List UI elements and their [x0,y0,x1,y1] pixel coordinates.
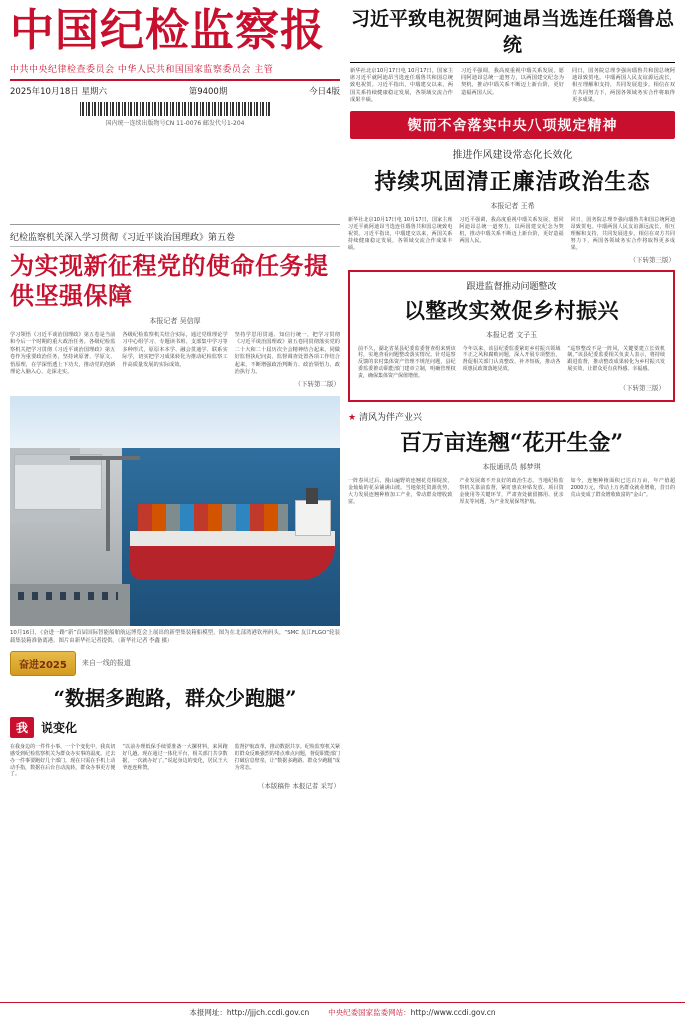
footer-org-link[interactable]: http://www.ccdi.gov.cn [410,1008,496,1017]
masthead-right [350,6,675,211]
lead-kicker: 纪检监察机关深入学习贯彻《习近平谈治国理政》第五卷 [10,230,340,247]
photo-cars [18,592,118,600]
lead-body [10,332,340,376]
masthead-left [10,6,340,127]
banner-column: 同日，国务院总理李强向瑙鲁共和国总统阿迪昂致贺电。中瑙两国人民友谊源远流长，相互理解和支持，共同发展进步。相信在双方共同努力下，两国各领域务实合作将取得更多成果。 [570,217,675,251]
quote-story-column: 监督护航改革，推动数据共享。纪检监察机关紧盯群众反映强烈的堵点难点问题，督促职能部门打破信息壁垒，让“数据多跑路、群众少跑腿”成为常态。 [234,743,340,771]
bottom-headline: 百万亩连翘“花开生金” [399,430,624,457]
boxed-column: 今年以来，该县纪委监委紧盯乡村振兴领域不正之风和腐败问题，深入开展专项整治，督促相关部门认真整改、补齐短板，推动各项惠民政策落地见效。 [462,345,561,373]
photo-pier [10,584,130,626]
photo-sky [10,396,340,456]
footer-website-label: 本报网址： [189,1008,227,1017]
photo-ship-funnel [306,488,318,504]
boxed-continuation: （下转第三版） [619,384,665,393]
footer-org-label: 中央纪委国家监委网站： [328,1008,411,1017]
column-tag-text: 说变化 [41,720,78,735]
photo-ship-bridge [295,500,331,536]
campaign-badge-sub: 来自一线的报道 [81,659,131,668]
boxed-byline: 本报记者 文子玉 [485,330,538,339]
photo-warehouse [14,454,102,510]
boxed-column: “巡察整改不是一阵风，关键要建立长效机制。”该县纪委监委相关负责人表示，将持续跟进监督，推动整改成果转化为乡村振兴发展实效，让群众更有获得感、幸福感。 [567,345,666,373]
masthead-sponsor: 中共中央纪律检查委员会 中华人民共和国国家监察委员会 主管 [10,62,340,81]
page-footer [0,1002,685,1024]
top-story-column: 习近平强调，我高度重视中瑙关系发展，愿同阿迪昂总统一道努力，以两国建交纪念为契机，推动中瑙关系不断迈上新台阶，更好造福两国人民。 [461,68,564,96]
banner-column: 新华社北京10月17日电 10月17日，国家主席习近平就阿迪昂当选连任瑙鲁共和国总统致电祝贺。习近平指出，中瑙建交以来，两国关系持续健康稳定发展，各领域交流合作成果丰硕。 [348,217,453,251]
lead-headline: 为实现新征程党的使命任务提供坚强保障 [10,251,329,311]
bottom-kicker-text: 清风为伴产业兴 [358,413,422,424]
boxed-headline: 以整改实效促乡村振兴 [404,297,619,323]
footer-website-link[interactable]: http://jjjch.ccdi.gov.cn [226,1008,310,1017]
issue-number: 第9400期 [188,87,228,97]
campaign-badge-row [10,651,340,676]
bottom-byline: 本报通讯员 郝梦琪 [482,463,541,472]
bottom-column: 产业发展离不开良好的政治生态。当地纪检监察机关靠前监督，紧盯惠农补贴发放、项目资金使用等关键环节，严肃查处截留挪用、优亲厚友等问题，为产业发展保驾护航。 [459,478,564,505]
photo-caption: 10月16日，《奋进一路“新”首届国际智能船舶航运博览会上展出的新型集装箱船模型，图为在北部湾港钦州码头，“SMC 友江FLGO”轮装载集装箱准备离港。图片由新华社记者提供。（新华社记者 李鑫 摄） [10,630,340,644]
boxed-kicker: 跟进监督推动问题整改 [466,281,557,292]
column-tag [10,717,340,738]
red-banner-byline: 本报记者 王希 [490,202,535,211]
bottom-column: 一阵春风过后，漫山遍野的连翘花竞相绽放，金灿灿的花朵铺满山坡。当地依托资源优势，大力发展连翘种植加工产业，带动群众增收致富。 [348,478,453,505]
boxed-body [358,346,665,381]
boxed-story [348,270,675,403]
barcode-label: 国内统一连续出版物号CN 11-0076 邮发代号1-204 [105,120,245,127]
right-column [348,217,675,790]
news-photo [10,396,340,626]
photo-crane-arm [70,456,140,460]
campaign-badge: 奋进2025 [10,651,76,676]
quote-story-body [10,744,340,779]
top-story-body [350,68,675,104]
quote-story-column: 在我身边的一件件小事、一个个变化中，我真切感受到纪检监察机关为群众办实事的温度。过去办一件事要跑好几个部门，现在只需在手机上动动手指，数据在后台自动流转，群众办事更方便了。 [10,743,116,778]
lead-column: 学习领悟《习近平谈治国理政》第五卷是当前和今后一个时期的重大政治任务。各级纪检监察机关把学习贯彻《习近平谈治国理政》第五卷作为重要政治任务，坚持读原著、学原文、悟原理，在学深悟透上下功夫，推动党的创新理论入脑入心、走深走实。 [10,332,116,376]
lead-byline: 本报记者 吴信厚 [149,317,201,326]
left-column [10,217,340,790]
bottom-column: 如今，连翘种植面积已达百万亩，年产值超2000万元，带动上万名群众就业增收，昔日的荒山变成了群众增收致富的“金山”。 [570,478,675,498]
masthead-meta [10,81,340,97]
star-icon: ★ [348,413,357,424]
red-banner-body [348,217,675,252]
newspaper-title: 中国纪检监察报 [10,5,325,56]
banner-continuation: （下转第三版） [629,255,675,264]
quote-story-continuation: （本版稿件 本报记者 采写） [257,782,340,791]
red-banner-headline: 持续巩固清正廉洁政治生态 [374,169,651,196]
divider [10,224,340,225]
top-story-headline: 习近平致电祝贺阿迪昂当选连任瑙鲁总统 [350,6,675,63]
masthead-barcode [10,102,340,127]
page-count: 今日4版 [309,87,340,97]
bottom-kicker [348,410,675,423]
lead-column: 坚持学思用贯通、知信行统一，把学习贯彻《习近平谈治国理政》第五卷同贯彻落实党的二十大和二十届历次全会精神结合起来，同做好监督执纪问责、监督调查处置各项工作结合起来，不断增强政治判断力、政治领悟力、政治执行力。 [234,332,340,376]
photo-containers [138,504,288,534]
quote-story-column: “以前办理低保手续要准备一大摞材料，来回跑好几趟。现在通过一体化平台，相关部门共享数据，一次就办好了。”说起身边的变化，居民王大爷连连称赞。 [122,743,228,771]
quote-story-headline: “数据多跑路，群众少跑腿” [53,685,297,710]
main-content [10,217,675,790]
banner-column: 习近平强调，我高度重视中瑙关系发展，愿同阿迪昂总统一道努力，以两国建交纪念为契机，推动中瑙关系不断迈上新台阶，更好造福两国人民。 [459,217,564,244]
publication-date: 2025年10月18日 星期六 [10,87,107,97]
photo-ship-hull [130,546,335,580]
lead-continuation: （下转第二版） [294,380,340,389]
red-banner-subtitle: 推进作风建设常态化长效化 [452,150,573,162]
bottom-body [348,478,675,506]
masthead [10,6,675,211]
column-tag-red: 我 [10,717,34,738]
photo-crane-mast [106,456,110,551]
barcode-icon [80,102,270,116]
red-banner: 锲而不舍落实中央八项规定精神 [350,111,675,139]
boxed-column: 前不久，湖北省某县纪委监委督查组来到该村，实地查看问题整改落实情况。针对巡察反馈的农村集体资产管理不规范问题，县纪委监委推动职能部门建章立制，明确管理权责，确保集体资产保值增值。 [358,345,456,380]
lead-column: 各级纪检监察机关结合实际，通过党组理论学习中心组学习、专题读书班、支部集中学习等多种形式，原原本本学、融会贯通学、联系实际学，切实把学习成果转化为推动纪检监察工作高质量发展的实际成效。 [122,332,228,368]
top-story-column: 同日，国务院总理李强向瑙鲁共和国总统阿迪昂致贺电。中瑙两国人民友谊源远流长，相互理解和支持，共同发展进步。相信在双方共同努力下，两国各领域务实合作将取得更多成果。 [572,68,675,103]
top-story-column: 新华社北京10月17日电 10月17日，国家主席习近平就阿迪昂当选连任瑙鲁共和国总统致电祝贺。习近平指出，中瑙建交以来，两国关系持续健康稳定发展，各领域交流合作成果丰硕。 [350,68,453,103]
